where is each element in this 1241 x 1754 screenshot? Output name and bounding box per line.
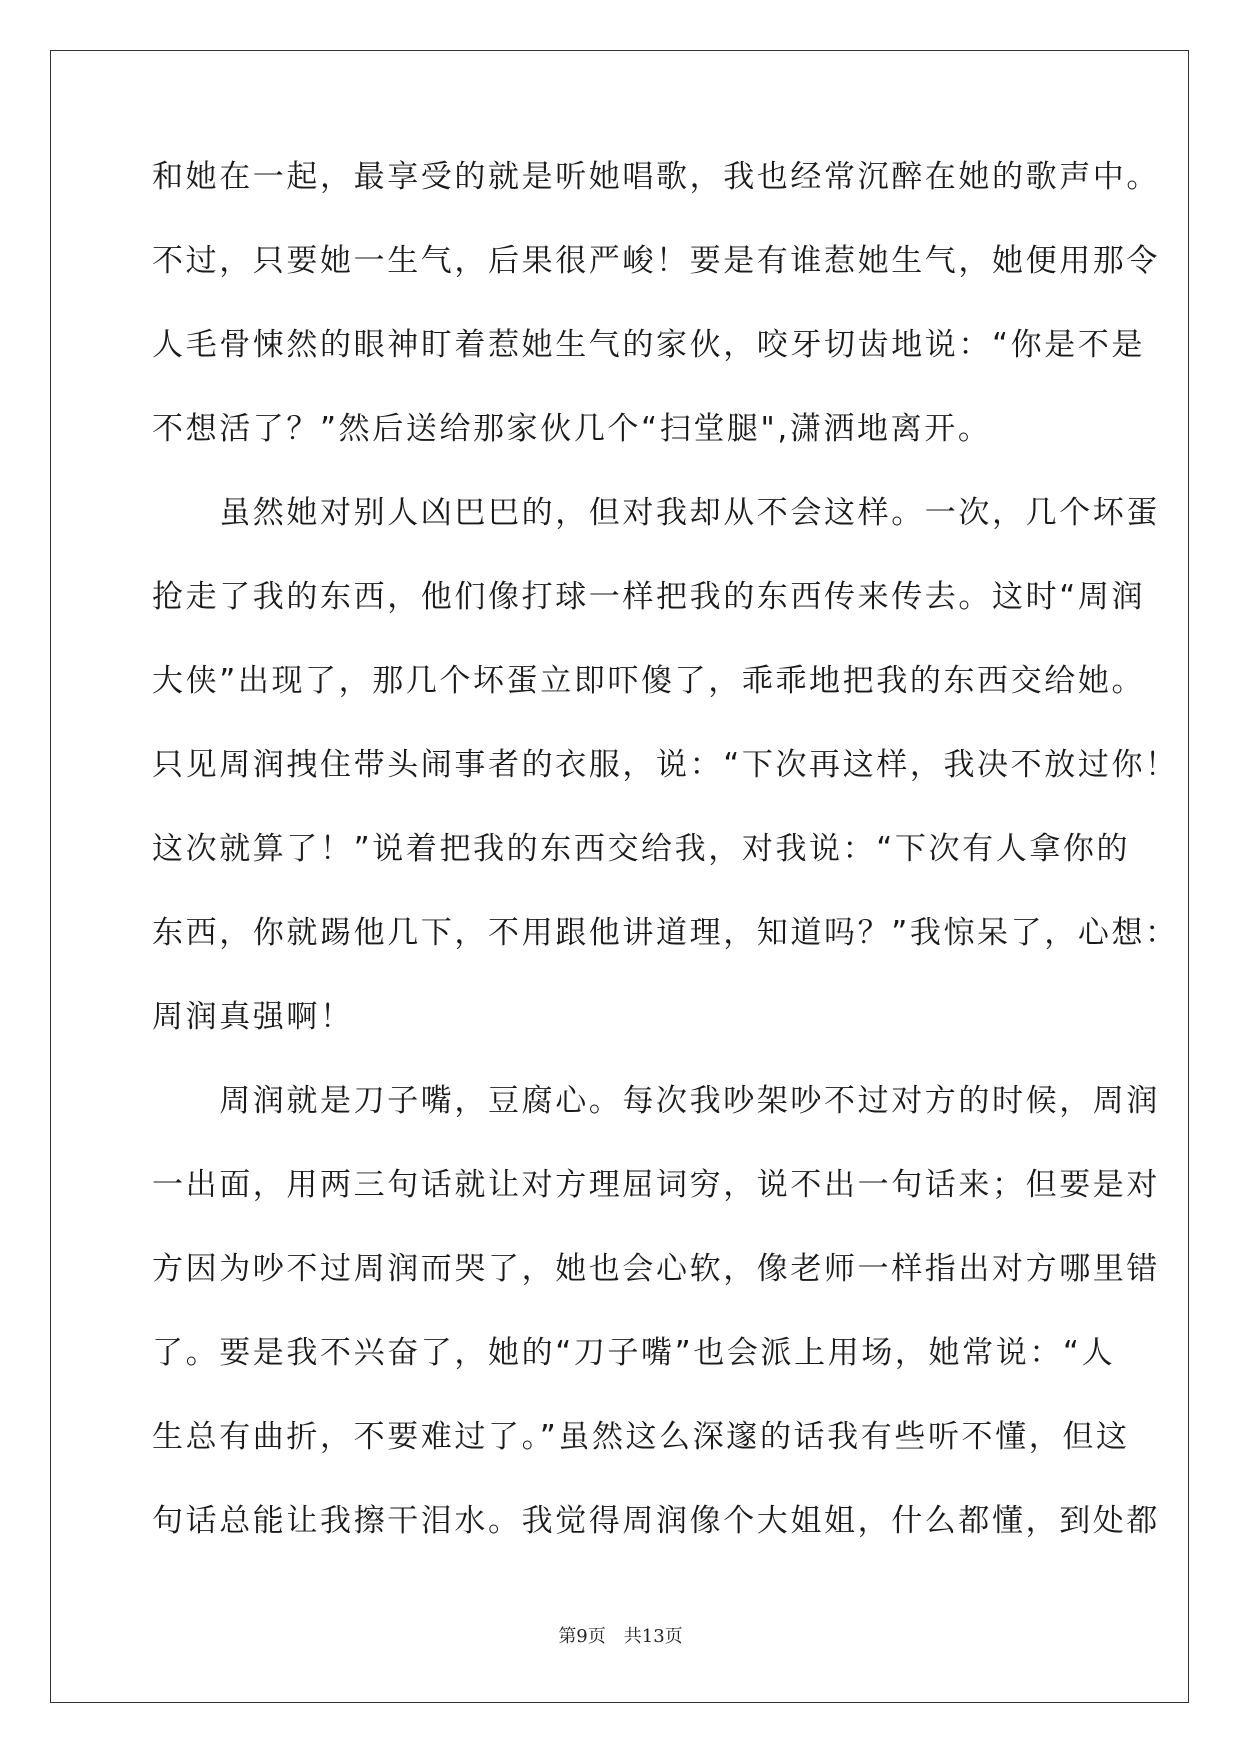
text-line: 不过，只要她一生气，后果很严峻！要是有谁惹她生气，她便用那令	[152, 243, 1160, 279]
page-footer	[0, 1622, 1241, 1648]
text-line: 只见周润拽住带头闹事者的衣服，说：“下次再这样，我决不放过你！	[152, 747, 1179, 783]
text-line: 生总有曲折，不要难过了。”虽然这么深邃的话我有些听不懂，但这	[152, 1419, 1130, 1455]
page-total: 共13页	[623, 1626, 683, 1647]
text-line: 东西，你就踢他几下，不用跟他讲道理，知道吗？”我惊呆了，心想：	[152, 915, 1179, 951]
text-line: 周润就是刀子嘴，豆腐心。每次我吵架吵不过对方的时候，周润	[152, 1083, 1160, 1119]
text-line: 虽然她对别人凶巴巴的，但对我却从不会这样。一次，几个坏蛋	[152, 495, 1160, 531]
text-line: 和她在一起，最享受的就是听她唱歌，我也经常沉醉在她的歌声中。	[152, 159, 1160, 195]
text-line: 不想活了？”然后送给那家伙几个“扫堂腿",潇洒地离开。	[152, 411, 992, 447]
document-body	[152, 155, 1179, 1583]
text-line: 周润真强啊！	[152, 999, 354, 1035]
text-line: 这次就算了！”说着把我的东西交给我，对我说：“下次有人拿你的	[152, 831, 1131, 867]
text-line: 了。要是我不兴奋了，她的“刀子嘴”也会派上用场，她常说：“人	[152, 1335, 1116, 1371]
text-line: 方因为吵不过周润而哭了，她也会心软，像老师一样指出对方哪里错	[152, 1251, 1160, 1287]
page-number: 第9页	[558, 1626, 606, 1647]
text-line: 大侠”出现了，那几个坏蛋立即吓傻了，乖乖地把我的东西交给她。	[152, 663, 1146, 699]
text-line: 句话总能让我擦干泪水。我觉得周润像个大姐姐，什么都懂，到处都	[152, 1503, 1160, 1539]
text-line: 抢走了我的东西，他们像打球一样把我的东西传来传去。这时“周润	[152, 579, 1146, 615]
text-line: 人毛骨悚然的眼神盯着惹她生气的家伙，咬牙切齿地说：“你是不是	[152, 327, 1146, 363]
text-line: 一出面，用两三句话就让对方理屈词穷，说不出一句话来；但要是对	[152, 1167, 1160, 1203]
